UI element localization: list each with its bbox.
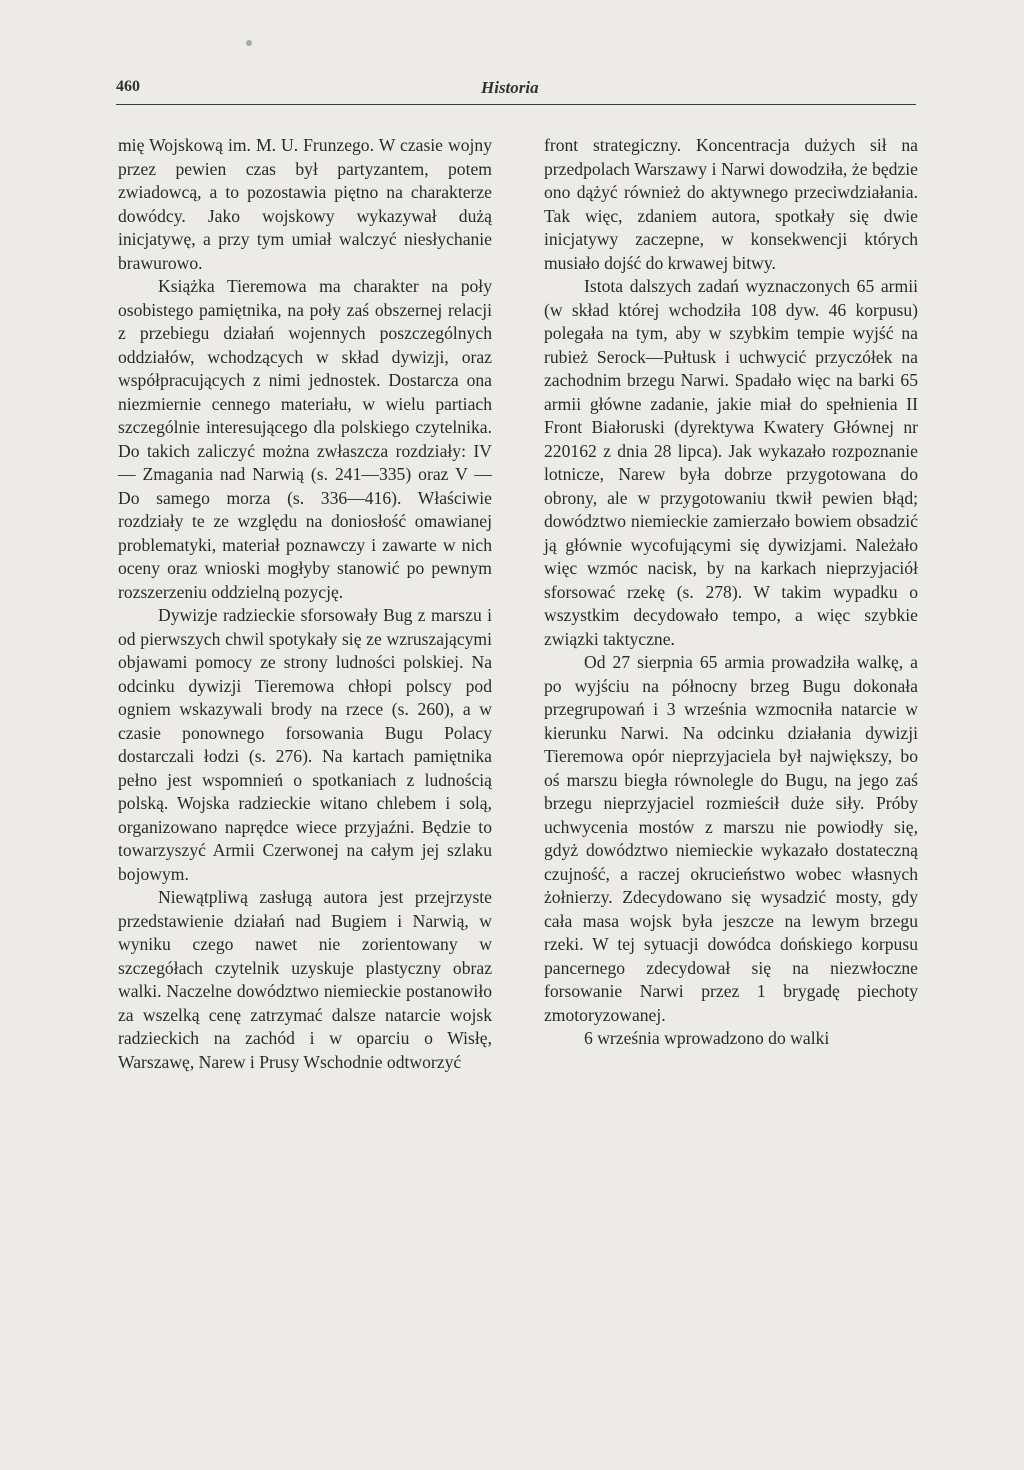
running-title: Historia xyxy=(481,78,539,97)
paragraph: Dywizje radzieckie sforsowały Bug z marszu i od pierwszych chwil spotykały się ze wzruszającymi objawami pomocy ze strony ludności polskiej. Na odcinku dywizji Tieremowa chłopi polscy pod ogniem wskazywali brody na rzece (s. 260), a w czasie ponownego forsowania Bugu Polacy dostarczali łodzi (s. 276). Na kartach pamiętnika pełno jest wspomnień o spotkaniach z ludnością polską. Wojska radzieckie witano chlebem i solą, organizowano naprędce wiece przyjaźni. Będzie to towarzyszyć Armii Czerwonej na całym jej szlaku bojowym. xyxy=(118,605,492,884)
paragraph: Istota dalszych zadań wyznaczonych 65 armii (w skład której wchodziła 108 dyw. 46 korpusu) polegała na tym, aby w szybkim tempie wyjść na rubież Serock—Pułtusk i uchwycić przyczółek na zachodnim brzegu Narwi. Spadało więc na barki 65 armii główne zadanie, jakie miał do spełnienia II Front Białoruski (dyrektywa Kwatery Głównej nr 220162 z dnia 28 lipca). Jak wykazało rozpoznanie lotnicze, Narew była dobrze przygotowana do obrony, ale w przygotowaniu tkwił pewien błąd; dowództwo niemieckie zamierzało bowiem obsadzić ją głównie wycofującymi się dywizjami. Należało więc wzmóc nacisk, by na karkach nieprzyjaciół sforsować rzekę (s. 278). W takim wypadku o wszystkim decydowało tempo, a więc szybkie związki taktyczne. xyxy=(544,276,918,649)
header-rule xyxy=(116,104,916,105)
left-column xyxy=(118,134,492,1074)
paragraph: mię Wojskową im. M. U. Frunzego. W czasie wojny przez pewien czas był partyzantem, potem zwiadowcą, a to pozostawia piętno na charakterze dowódcy. Jako wojskowy wykazywał dużą inicjatywę, a przy tym umiał walczyć niesłychanie brawurowo. xyxy=(118,135,492,273)
paragraph: Niewątpliwą zasługą autora jest przejrzyste przedstawienie działań nad Bugiem i Narwią, w wyniku czego nawet nie zorientowany w szczegółach czytelnik uzyskuje plastyczny obraz walki. Naczelne dowództwo niemieckie postanowiło za wszelką cenę zatrzymać dalsze natarcie wojsk radzieckich na zachód i w oparciu o Wisłę, Warszawę, Narew i Prusy Wschodnie odtworzyć xyxy=(118,887,492,1072)
paragraph: Od 27 sierpnia 65 armia prowadziła walkę, a po wyjściu na północny brzeg Bugu dokonała przegrupowań i 3 września wzmocniła natarcie w kierunku Narwi. Na odcinku działania dywizji Tieremowa opór nieprzyjaciela był największy, bo oś marszu biegła równolegle do Bugu, na jego zaś brzegu nieprzyjaciel rozmieścił duże siły. Próby uchwycenia mostów z marszu nie powiodły się, gdyż dowództwo niemieckie wykazało dostateczną czujność, a raczej okrucieństwo wobec własnych żołnierzy. Zdecydowano się wysadzić mosty, gdy cała masa wojsk była jeszcze na lewym brzegu rzeki. W tej sytuacji dowódca dońskiego korpusu pancernego zdecydował się na niezwłoczne forsowanie Narwi przez 1 brygadę piechoty zmotoryzowanej. xyxy=(544,652,918,1025)
paragraph: front strategiczny. Koncentracja dużych sił na przedpolach Warszawy i Narwi dowodziła, że będzie ono dążyć również do aktywnego przeciwdziałania. Tak więc, zdaniem autora, spotkały się dwie inicjatywy zaczepne, w konsekwencji których musiało dojść do krwawej bitwy. xyxy=(544,135,918,273)
page-header xyxy=(116,78,916,102)
page-number: 460 xyxy=(116,78,140,95)
right-column xyxy=(544,134,918,1051)
paragraph: Książka Tieremowa ma charakter na poły osobistego pamiętnika, na poły zaś obszernej relacji z przebiegu działań wojennych poszczególnych oddziałów, wchodzących w skład dywizji, oraz współpracujących z nimi jednostek. Dostarcza ona niezmiernie cennego materiału, w wielu partiach szczególnie interesującego dla polskiego czytelnika. Do takich zaliczyć można zwłaszcza rozdziały: IV — Zmagania nad Narwią (s. 241—335) oraz V — Do samego morza (s. 336—416). Właściwie rozdziały te ze względu na doniosłość omawianej problematyki, materiał poznawczy i zawarte w nich oceny oraz wnioski mogłyby stanowić po pewnym rozszerzeniu oddzielną pozycję. xyxy=(118,276,492,602)
print-speck xyxy=(246,40,252,46)
paragraph: 6 września wprowadzono do walki xyxy=(584,1028,830,1048)
